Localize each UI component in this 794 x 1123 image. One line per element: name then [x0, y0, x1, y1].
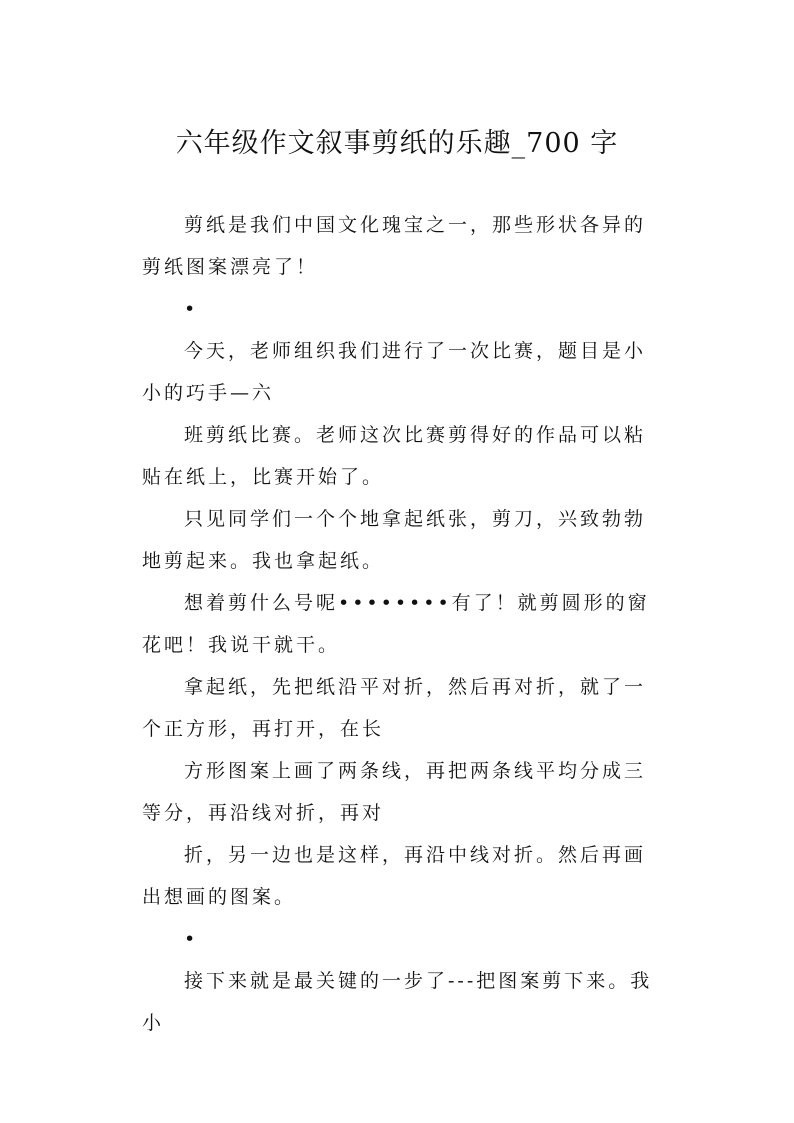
- paragraph: 剪纸是我们中国文化瑰宝之一，那些形状各异的剪纸图案漂亮了！: [142, 214, 647, 278]
- paragraph: 方形图案上画了两条线，再把两条线平均分成三等分，再沿线对折，再对: [142, 760, 647, 824]
- paragraph: 班剪纸比赛。老师这次比赛剪得好的作品可以粘贴在纸上，比赛开始了。: [142, 424, 647, 488]
- paragraph: 想着剪什么号呢••••••••有了！就剪圆形的窗花吧！我说干就干。: [142, 592, 650, 656]
- paragraph: 只见同学们一个个地拿起纸张，剪刀，兴致勃勃地剪起来。我也拿起纸。: [142, 508, 647, 572]
- document-body: [142, 204, 660, 1044]
- paragraph: 今天，老师组织我们进行了一次比赛，题目是小小的巧手—六: [142, 340, 647, 404]
- bullet-marker: •: [184, 928, 199, 950]
- document-title: 六年级作文叙事剪纸的乐趣_700 字: [175, 128, 619, 160]
- paragraph: 拿起纸，先把纸沿平对折，然后再对折，就了一个正方形，再打开，在长: [142, 676, 647, 740]
- paragraph: 折，另一边也是这样，再沿中线对折。然后再画出想画的图案。: [142, 844, 647, 908]
- bullet-marker: •: [184, 298, 199, 320]
- paragraph: 接下来就是最关键的一步了---把图案剪下来。我小: [142, 970, 653, 1034]
